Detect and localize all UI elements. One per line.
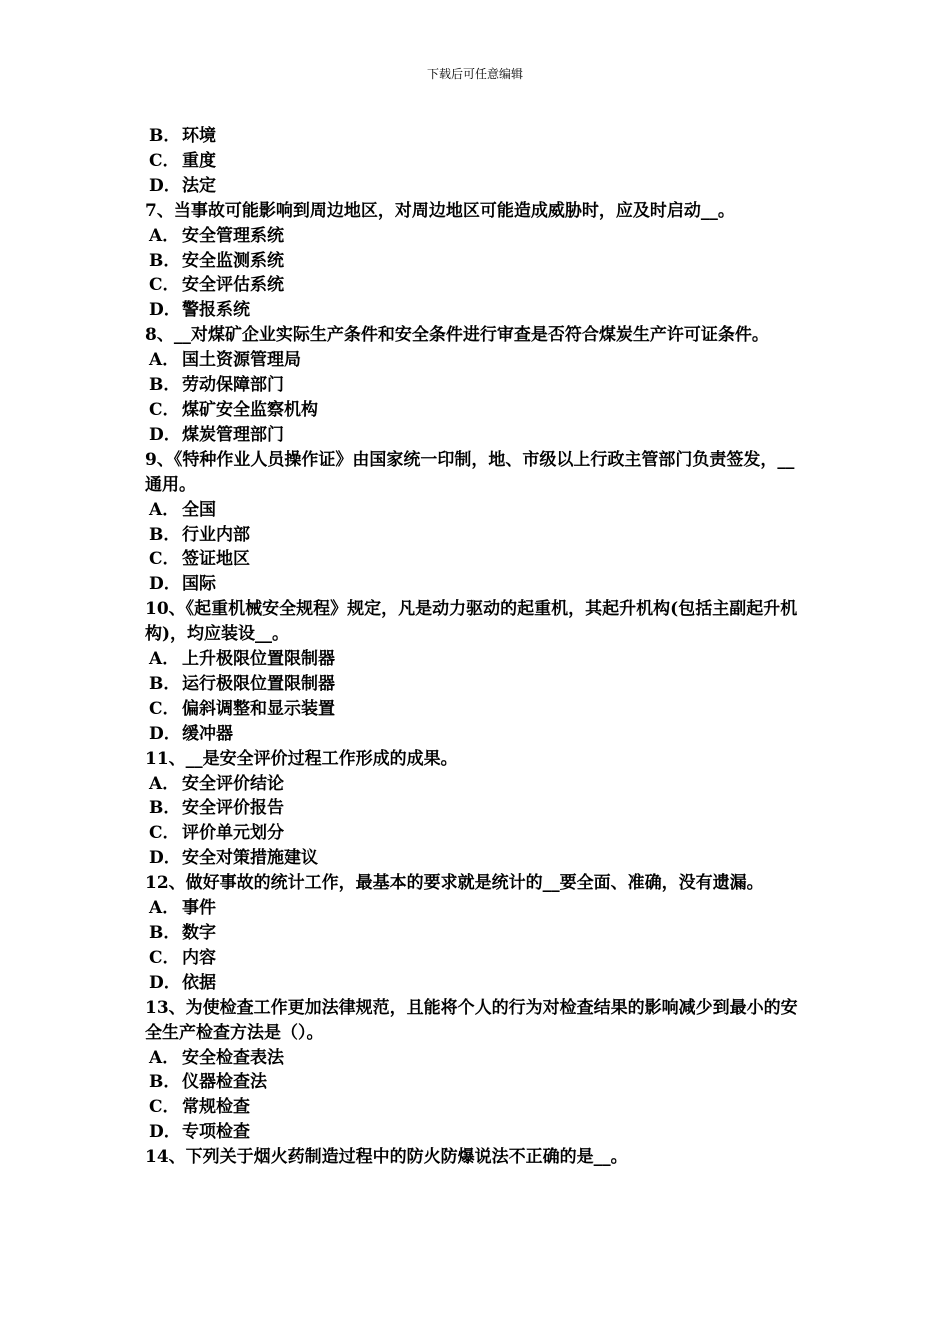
- option-text: 国际: [182, 574, 216, 595]
- option-a: [145, 224, 810, 249]
- option-c: [145, 273, 810, 298]
- option-letter: D．: [149, 1122, 181, 1143]
- option-letter: B．: [149, 673, 181, 694]
- option-letter: A．: [149, 773, 180, 794]
- option-letter: C．: [149, 150, 180, 171]
- option-text: 安全对策措施建议: [182, 848, 318, 869]
- question-7: 7、当事故可能影响到周边地区，对周边地区可能造成威胁时，应及时启动__。: [145, 200, 735, 221]
- option-letter: A．: [149, 898, 180, 919]
- option-c: [145, 821, 810, 846]
- option-letter: A．: [149, 649, 180, 670]
- option-letter: A．: [149, 225, 180, 246]
- option-c: [145, 946, 810, 971]
- option-letter: C．: [149, 399, 180, 420]
- option-a: [145, 498, 810, 523]
- option-text: 专项检查: [182, 1122, 250, 1143]
- option-d: [145, 423, 810, 448]
- option-b: [145, 124, 810, 149]
- option-text: 安全评价报告: [182, 798, 284, 819]
- option-c: [145, 149, 810, 174]
- option-text: 评价单元划分: [182, 823, 284, 844]
- question-12: 12、做好事故的统计工作，最基本的要求就是统计的__要全面、准确，没有遗漏。: [145, 873, 764, 894]
- option-text: 事件: [182, 898, 216, 919]
- question-9: 9、《特种作业人员操作证》由国家统一印制，地、市级以上行政主管部门负责签发，__通用。: [145, 449, 795, 495]
- option-text: 安全评价结论: [182, 773, 284, 794]
- option-letter: D．: [149, 300, 181, 321]
- page-header: 下载后可任意编辑: [426, 67, 523, 81]
- option-b: [145, 921, 810, 946]
- option-text: 数字: [182, 923, 216, 943]
- option-b: [145, 249, 810, 274]
- option-letter: B．: [149, 126, 181, 146]
- option-text: 煤矿安全监察机构: [182, 399, 318, 420]
- option-letter: D．: [149, 723, 181, 744]
- option-letter: A．: [149, 1047, 180, 1068]
- option-text: 法定: [182, 175, 216, 196]
- option-text: 全国: [182, 499, 216, 520]
- option-d: [145, 298, 810, 323]
- option-letter: B．: [149, 1072, 181, 1093]
- option-c: [145, 398, 810, 423]
- option-letter: D．: [149, 848, 181, 869]
- option-text: 行业内部: [182, 524, 250, 545]
- option-text: 仪器检查法: [182, 1072, 267, 1093]
- question-14: 14、下列关于烟火药制造过程中的防火防爆说法不正确的是__。: [145, 1147, 628, 1168]
- option-letter: B．: [149, 524, 181, 545]
- option-letter: A．: [149, 499, 180, 520]
- option-d: [145, 846, 810, 871]
- option-a: [145, 348, 810, 373]
- option-text: 环境: [182, 126, 216, 146]
- option-text: 依据: [182, 972, 216, 993]
- option-c: [145, 1095, 810, 1120]
- option-b: [145, 373, 810, 398]
- option-d: [145, 1120, 810, 1145]
- question-10: 10、《起重机械安全规程》规定，凡是动力驱动的起重机，其起升机构(包括主副起升机构)，均应装设__。: [145, 599, 798, 645]
- option-text: 上升极限位置限制器: [182, 649, 335, 670]
- option-letter: A．: [149, 350, 180, 371]
- option-a: [145, 896, 810, 921]
- option-text: 煤炭管理部门: [182, 424, 284, 445]
- option-letter: C．: [149, 823, 180, 844]
- option-letter: B．: [149, 923, 181, 943]
- option-text: 常规检查: [182, 1097, 250, 1118]
- option-letter: D．: [149, 175, 181, 196]
- option-letter: C．: [149, 1097, 180, 1118]
- option-b: [145, 523, 810, 548]
- option-text: 警报系统: [182, 300, 250, 321]
- option-b: [145, 1070, 810, 1095]
- option-text: 安全监测系统: [182, 250, 284, 271]
- question-8: 8、__对煤矿企业实际生产条件和安全条件进行审查是否符合煤炭生产许可证条件。: [145, 325, 769, 346]
- option-c: [145, 547, 810, 572]
- option-d: [145, 722, 810, 747]
- option-text: 运行极限位置限制器: [182, 673, 335, 694]
- option-letter: B．: [149, 375, 181, 396]
- option-letter: C．: [149, 698, 180, 719]
- option-text: 偏斜调整和显示装置: [182, 698, 335, 719]
- option-c: [145, 697, 810, 722]
- option-text: 签证地区: [182, 549, 250, 570]
- option-letter: C．: [149, 947, 180, 968]
- question-13: 13、为使检查工作更加法律规范，且能将个人的行为对检查结果的影响减少到最小的安全生产检查方法是（）。: [145, 997, 798, 1043]
- document-body: [145, 124, 810, 1170]
- option-text: 安全评估系统: [182, 275, 284, 296]
- option-text: 重度: [182, 150, 216, 171]
- option-d: [145, 971, 810, 996]
- question-11: 11、__是安全评价过程工作形成的成果。: [145, 748, 458, 769]
- option-text: 国土资源管理局: [182, 350, 301, 371]
- option-text: 安全管理系统: [182, 225, 284, 246]
- option-text: 安全检查表法: [182, 1047, 284, 1068]
- option-letter: C．: [149, 549, 180, 570]
- option-b: [145, 672, 810, 697]
- option-a: [145, 647, 810, 672]
- option-a: [145, 772, 810, 797]
- option-letter: C．: [149, 275, 180, 296]
- option-b: [145, 796, 810, 821]
- option-letter: D．: [149, 424, 181, 445]
- option-a: [145, 1046, 810, 1071]
- option-letter: D．: [149, 574, 181, 595]
- option-text: 缓冲器: [182, 723, 233, 744]
- option-text: 劳动保障部门: [182, 375, 284, 396]
- option-text: 内容: [182, 947, 216, 968]
- option-d: [145, 174, 810, 199]
- option-letter: D．: [149, 972, 181, 993]
- option-letter: B．: [149, 250, 181, 271]
- option-letter: B．: [149, 798, 181, 819]
- option-d: [145, 572, 810, 597]
